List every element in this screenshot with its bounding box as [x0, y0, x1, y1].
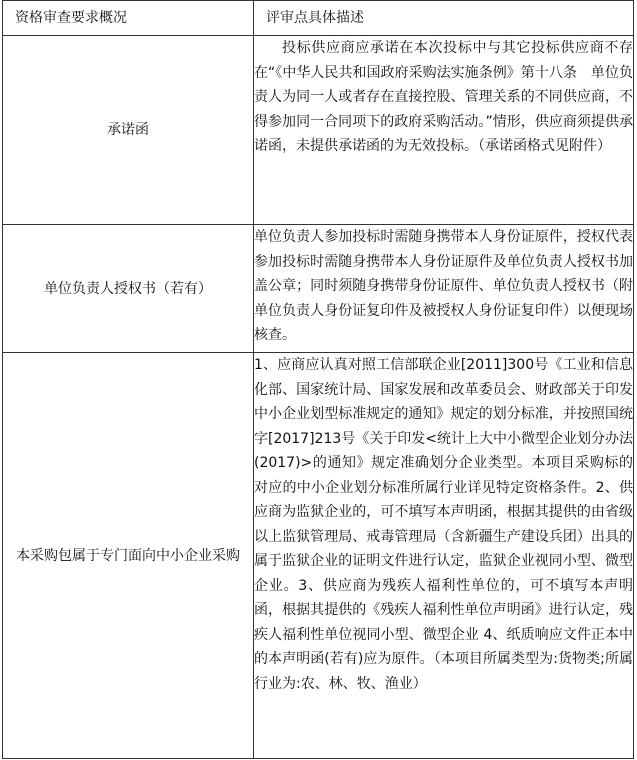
table-row	[3, 36, 634, 225]
description-cell: 1、应商应认真对照工信部联企业[2011]300号《工业和信息化部、国家统计局、国家发展和改革委员会、财政部关于印发中小企业划型标准规定的通知》规定的划分标准，并按照国统字[2017]213号《关于印发<统计上大中小微型企业划分办法(2017)>的通知》规定准确划分企业类型。本项目采购标的对应的中小企业划分标准所属行业详见特定资格条件。2、供应商为监狱企业的，可不填写本声明函，根据其提供的由省级以上监狱管理局、戒毒管理局（含新疆生产建设兵团）出具的属于监狱企业的证明文件进行认定，监狱企业视同小型、微型企业。3、供应商为残疾人福利性单位的，可不填写本声明函，根据其提供的《残疾人福利性单位声明函》进行认定，残疾人福利性单位视同小型、微型企业 4、纸质响应文件正本中的本声明函(若有)应为原件。（本项目所属类型为:货物类;所属行业为:农、林、牧、渔业）	[254, 353, 634, 759]
header-review-description	[254, 1, 634, 36]
header-requirement-overview	[3, 1, 254, 36]
qualification-review-table	[2, 0, 634, 759]
requirement-cell: 单位负责人授权书（若有）	[3, 225, 254, 353]
header-requirement-label: 资格审查要求概况	[15, 10, 127, 26]
requirement-cell: 承诺函	[3, 36, 254, 225]
table-row	[3, 225, 634, 353]
requirement-cell: 本采购包属于专门面向中小企业采购	[3, 353, 254, 759]
table-header-row	[3, 1, 634, 36]
description-cell: 单位负责人参加投标时需随身携带本人身份证原件，授权代表参加投标时需随身携带本人身份证原件及单位负责人授权书加盖公章；同时须随身携带身份证原件、单位负责人授权书（附单位负责人身份证复印件及被授权人身份证复印件）以便现场核查。	[254, 225, 634, 353]
table-row	[3, 353, 634, 759]
header-description-label: 评审点具体描述	[266, 10, 364, 26]
description-cell: 投标供应商应承诺在本次投标中与其它投标供应商不存在“《中华人民共和国政府采购法实施条例》第十八条 单位负责人为同一人或者存在直接控股、管理关系的不同供应商，不得参加同一合同项下的政府采购活动。”情形，供应商须提供承诺函，未提供承诺函的为无效投标。（承诺函格式见附件）	[254, 36, 634, 225]
